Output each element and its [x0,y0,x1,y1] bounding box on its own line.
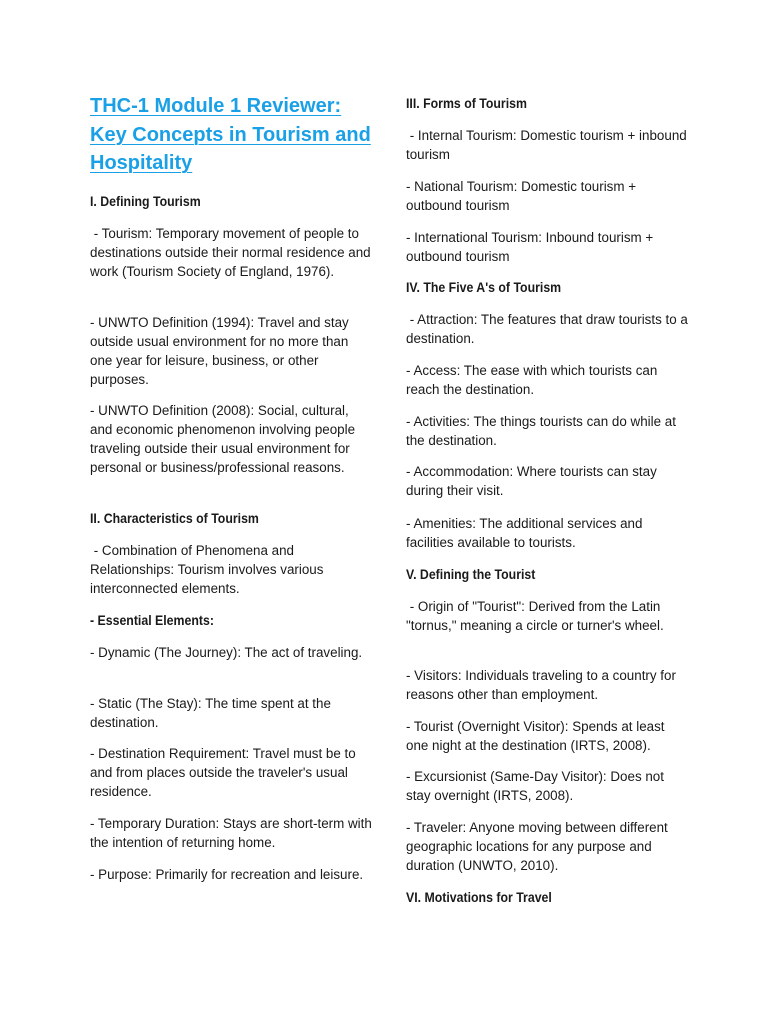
section-heading-five-as: IV. The Five A's of Tourism [406,279,562,295]
document-title: THC-1 Module 1 Reviewer: Key Concepts in Tourism and Hospitality [90,95,371,174]
section-heading-characteristics: II. Characteristics of Tourism [90,510,259,526]
five-as-activities: - Activities: The things tourists can do while at the destination. [406,414,680,448]
definition-unwto-1994: - UNWTO Definition (1994): Travel and stay outside usual environment for no more than one year for leisure, business, or other purposes. [90,315,353,387]
section-heading-defining-tourism: I. Defining Tourism [90,193,201,209]
tourist-origin: - Origin of "Tourist": Derived from the Latin "tornus," meaning a circle or turner's wheel. [406,599,665,633]
form-internal-tourism: - Internal Tourism: Domestic tourism + inbound tourism [406,128,691,162]
tourist-excursionist: - Excursionist (Same-Day Visitor): Does not stay overnight (IRTS, 2008). [406,769,668,803]
essential-element-dynamic: - Dynamic (The Journey): The act of traveling. [90,645,363,660]
definition-tourism-society: - Tourism: Temporary movement of people to destinations outside their normal residence and work (Tourism Society of England, 1976). [90,226,375,279]
tourist-traveler: - Traveler: Anyone moving between different geographic locations for any purpose and duration (UNWTO, 2010). [406,820,672,873]
section-heading-motivations: VI. Motivations for Travel [406,889,552,905]
form-international-tourism: - International Tourism: Inbound tourism + outbound tourism [406,230,657,264]
characteristics-intro: - Combination of Phenomena and Relationships: Tourism involves various interconnected elements. [90,543,328,596]
five-as-accommodation: - Accommodation: Where tourists can stay during their visit. [406,464,661,498]
five-as-amenities: - Amenities: The additional services and facilities available to tourists. [406,516,647,550]
form-national-tourism: - National Tourism: Domestic tourism + outbound tourism [406,179,640,213]
subheading-essential-elements: - Essential Elements: [90,612,214,628]
essential-element-destination: - Destination Requirement: Travel must be to and from places outside the traveler's usual residence. [90,746,360,799]
five-as-access: - Access: The ease with which tourists can reach the destination. [406,363,662,397]
essential-element-static: - Static (The Stay): The time spent at the destination. [90,696,335,730]
section-heading-defining-tourist: V. Defining the Tourist [406,566,536,582]
five-as-attraction: - Attraction: The features that draw tourists to a destination. [406,312,692,346]
section-heading-forms: III. Forms of Tourism [406,95,527,111]
tourist-overnight-visitor: - Tourist (Overnight Visitor): Spends at least one night at the destination (IRTS, 2008). [406,719,669,753]
tourist-visitors: - Visitors: Individuals traveling to a country for reasons other than employment. [406,668,680,702]
essential-element-purpose: - Purpose: Primarily for recreation and leisure. [90,867,364,882]
essential-element-duration: - Temporary Duration: Stays are short-term with the intention of returning home. [90,816,376,850]
definition-unwto-2008: - UNWTO Definition (2008): Social, cultural, and economic phenomenon involving people traveling outside their usual environment for personal or business/professional reasons. [90,403,359,475]
